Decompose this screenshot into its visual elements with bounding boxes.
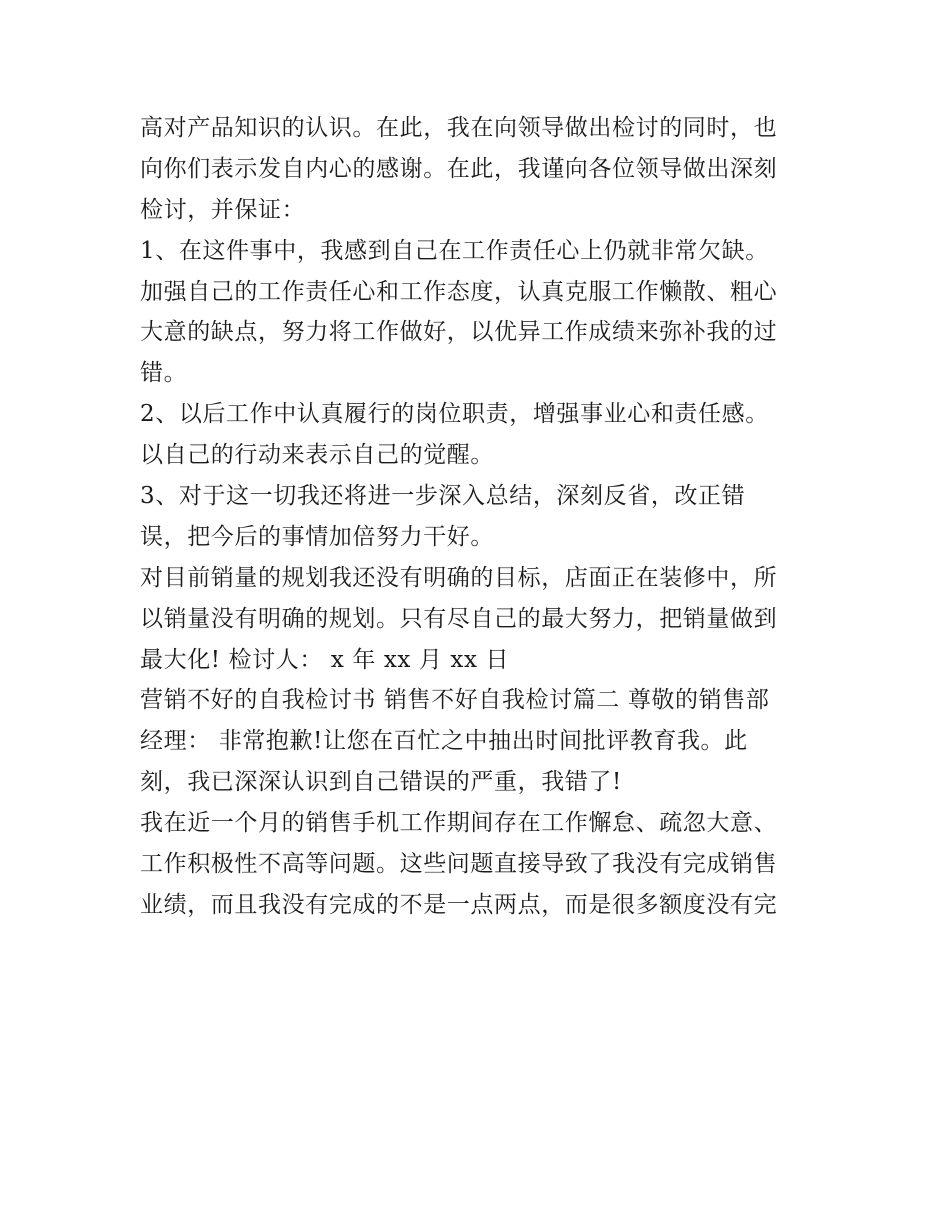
document-body — [140, 108, 830, 926]
text-line: 以销量没有明确的规划。只有尽自己的最大努力，把销量做到 — [140, 605, 778, 632]
text-line: 工作积极性不高等问题。这些问题直接导致了我没有完成销售 — [140, 851, 778, 878]
text-line: 1、在这件事中，我感到自己在工作责任心上仍就非常欠缺。 — [140, 237, 769, 264]
text-line: 以自己的行动来表示自己的觉醒。 — [140, 442, 494, 469]
text-line: 误，把今后的事情加倍努力干好。 — [140, 523, 494, 550]
text-line: 2、以后工作中认真履行的岗位职责，增强事业心和责任感。 — [140, 401, 769, 428]
text-line: 业绩，而且我没有完成的不是一点两点，而是很多额度没有完 — [140, 891, 778, 918]
text-line: 经理： 非常抱歉!让您在百忙之中抽出时间批评教育我。此 — [140, 728, 748, 755]
text-line: 高对产品知识的认识。在此，我在向领导做出检讨的同时，也 — [140, 115, 778, 141]
text-line: 大意的缺点，努力将工作做好，以优异工作成绩来弥补我的过 — [140, 319, 778, 346]
text-line: 最大化! 检讨人： x 年 xx 月 xx 日 — [140, 646, 510, 673]
text-line: 刻，我已深深认识到自己错误的严重，我错了! — [140, 769, 622, 796]
text-line: 错。 — [140, 360, 188, 387]
text-line: 3、对于这一切我还将进一步深入总结，深刻反省，改正错 — [140, 483, 746, 510]
text-line: 检讨，并保证： — [140, 196, 306, 223]
text-line: 加强自己的工作责任心和工作态度，认真克服工作懒散、粗心 — [140, 278, 778, 305]
text-line: 营销不好的自我检讨书 销售不好自我检讨篇二 尊敬的销售部 — [140, 687, 770, 714]
text-line: 我在近一个月的销售手机工作期间存在工作懈怠、疏忽大意、 — [140, 810, 778, 837]
text-line: 向你们表示发自内心的感谢。在此，我谨向各位领导做出深刻 — [140, 155, 778, 182]
text-line: 对目前销量的规划我还没有明确的目标，店面正在装修中，所 — [140, 564, 778, 591]
